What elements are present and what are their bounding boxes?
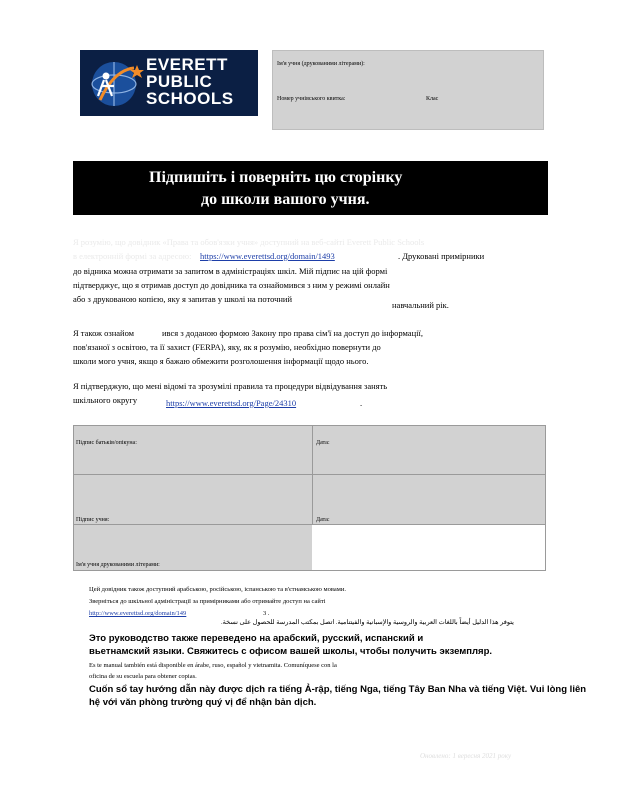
signature-blank-cell — [312, 525, 545, 570]
translations-link[interactable]: http://www.everettsd.org/domain/149 — [89, 610, 187, 617]
date2-label: Дата: — [316, 517, 330, 523]
logo-line2: PUBLIC — [146, 72, 213, 91]
para2-line1b: ився з доданою формою Закону про права сім'ї на доступ до інформації, — [162, 328, 423, 338]
student-name-label: Ім'я учня (друкованими літерами): — [277, 61, 365, 67]
para2-line1a: Я також ознайом — [73, 328, 135, 338]
title-line2: до школи вашого учня. — [201, 191, 370, 208]
uk-note-line2: Зверніться до шкільної адміністрації за примірниками або отримайте доступ на сайті — [89, 598, 326, 605]
grade-label: Клас — [426, 96, 439, 102]
es-note-line2: oficina de su escuela para obtener copias. — [89, 673, 197, 680]
para1-line5: або з друкованою копією, яку я запитав у школі на поточний — [73, 294, 293, 304]
student-signature-label: Підпис учня: — [76, 517, 110, 523]
para2-line3: школи мого учня, якщо я бажаю обмежити розголошення інформації щодо нього. — [73, 356, 369, 366]
ru-note-line2: вьетнамский языки. Свяжитесь с офисом вашей школы, чтобы получить экземпляр. — [89, 646, 493, 657]
signature-table — [73, 425, 546, 571]
everett-logo — [80, 50, 258, 116]
footer-date: Оновлено: 1 вересня 2021 року — [420, 752, 512, 760]
attendance-link[interactable]: https://www.everettsd.org/Page/24310 — [166, 398, 297, 408]
para1-line4: підтверджує, що я отримав доступ до довідника та ознайомився з ним у режимі онлайн — [73, 280, 390, 290]
para3-line1: Я підтверджую, що мені відомі та зрозумілі правила та процедури відвідування занять — [73, 381, 388, 391]
para1-line3: до відника можна отримати за запитом в адміністраціях шкіл. Мій підпис на цій формі — [73, 266, 388, 276]
para3-line2: шкільного округу — [73, 395, 138, 405]
handbook-link[interactable]: https://www.everettsd.org/domain/1493 — [200, 251, 335, 261]
uk-note-line1: Цей довідник також доступний арабською, російською, іспанською та в'єтнамською мовами. — [89, 586, 346, 593]
logo-line3: SCHOOLS — [146, 89, 234, 108]
parent-signature-label: Підпис батьків/опікуна: — [76, 440, 137, 446]
title-line1: Підпишіть і поверніть цю сторінку — [149, 169, 403, 186]
vi-note-line2: hệ với văn phòng trường quý vị để nhận bản dịch. — [89, 697, 317, 708]
faint-line2: в електронній формі за адресою: — [73, 251, 192, 261]
para1-line5-end: навчальний рік. — [392, 300, 449, 310]
student-name-print-label: Ім'я учня друкованими літерами: — [76, 562, 160, 568]
para1-after-link: . Друковані примірники — [398, 251, 485, 261]
student-number-label: Номер учнівського квитка: — [277, 96, 346, 102]
vi-note-line1: Cuốn sổ tay hướng dẫn này được dịch ra tiếng Ả-rập, tiếng Nga, tiếng Tây Ban Nha và tiếng Việt. Vui lòng liên — [89, 684, 587, 695]
faint-line1: Я розумію, що довідник «Права та обов'язки учня» доступний на веб-сайті Everett Public Schools — [73, 237, 425, 247]
signature-divider — [312, 426, 313, 524]
arabic-note: يتوفر هذا الدليل أيضاً باللغات العربية والروسية والإسبانية والفيتنامية. اتصل بمكتب المدرسة للحصول على نسخة. — [220, 619, 514, 626]
date1-label: Дата: — [316, 440, 330, 446]
es-note-line1: Es te manual también está disponible en árabe, ruso, español y vietnamita. Comuníquese con la — [89, 662, 337, 669]
para3-end: . — [360, 398, 363, 408]
para2-line2: пов'язаної з освітою, та її захист (FERPA), яку, як я розумію, необхідно повернути до — [73, 342, 381, 352]
title-banner — [73, 161, 548, 215]
ru-note-line1: Это руководство также переведено на арабский, русский, испанский и — [89, 633, 424, 644]
uk-link-end: 3 . — [263, 610, 270, 617]
logo-line1: EVERETT — [146, 55, 228, 74]
signature-row-line — [74, 474, 545, 475]
student-info-box — [272, 50, 544, 130]
